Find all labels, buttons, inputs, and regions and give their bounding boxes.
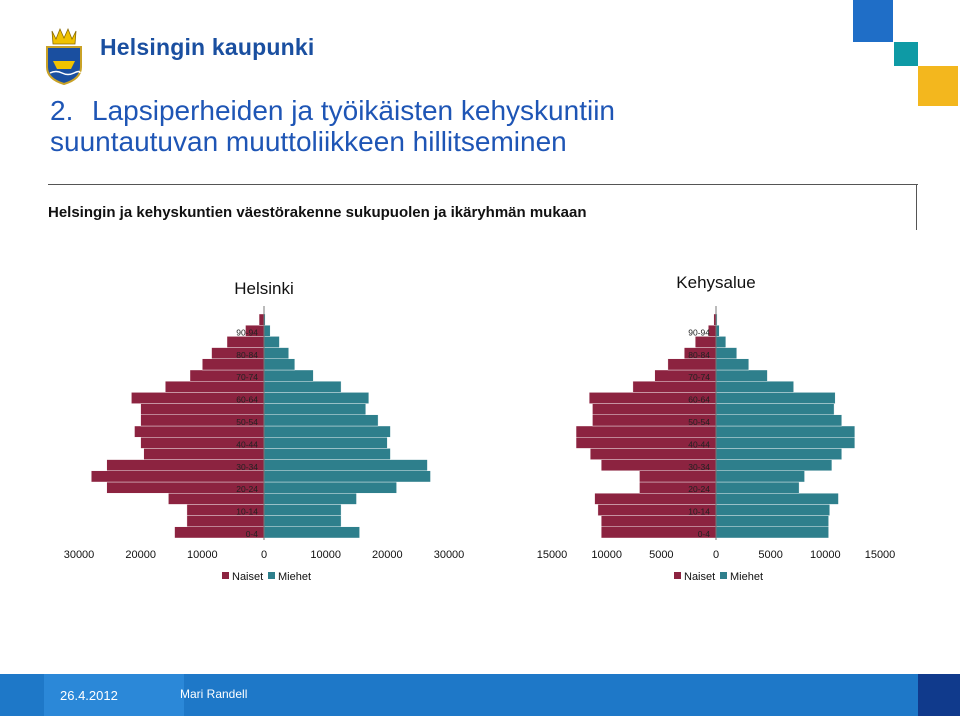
category-label-0-4: 0-4	[245, 529, 258, 539]
bar-women-65-69	[633, 381, 716, 392]
bar-men-5-9	[716, 516, 829, 527]
bar-women-65-69	[165, 381, 264, 392]
bar-men-40-44	[264, 437, 387, 448]
x-tick-label: 20000	[125, 549, 156, 561]
x-tick-label: 30000	[63, 549, 95, 561]
category-label-50-54: 50-54	[688, 417, 710, 427]
bar-women-25-29	[91, 471, 264, 482]
helsinki-population-pyramid	[60, 262, 480, 592]
bar-men-55-59	[264, 404, 366, 415]
bar-men-30-34	[264, 460, 427, 471]
bar-women-15-19	[595, 493, 716, 504]
category-label-90-94: 90-94	[688, 327, 710, 338]
bar-men-15-19	[716, 493, 838, 504]
bar-men-5-9	[264, 516, 341, 527]
bar-men-75-79	[716, 359, 749, 370]
bar-men-70-74	[716, 370, 767, 381]
x-tick-label: 30000	[433, 549, 465, 561]
category-label-30-34: 30-34	[688, 461, 710, 472]
category-label-10-14: 10-14	[236, 506, 258, 517]
category-label-0-4: 0-4	[697, 529, 710, 539]
chart-title: Helsinki	[234, 279, 294, 298]
bar-men-35-39	[264, 448, 390, 459]
x-tick-label: 5000	[758, 549, 783, 561]
category-label-70-74: 70-74	[688, 372, 710, 383]
divider-line-vertical	[916, 184, 917, 230]
page-title	[50, 95, 850, 157]
bar-men-90-94	[264, 325, 270, 336]
deco-square-yellow	[918, 66, 958, 106]
category-label-60-64: 60-64	[688, 394, 710, 405]
legend-label-women: Naiset	[684, 571, 716, 583]
divider-line	[48, 184, 918, 185]
bar-women-25-29	[639, 471, 716, 482]
category-label-70-74: 70-74	[236, 372, 258, 383]
x-tick-label: 10000	[810, 549, 841, 561]
bar-men-30-34	[716, 460, 832, 471]
bar-men-75-79	[264, 359, 295, 370]
x-tick-label: 10000	[187, 549, 218, 561]
x-tick-label: 0	[260, 549, 268, 561]
bar-women-15-19	[168, 493, 264, 504]
x-tick-label: 0	[712, 549, 720, 561]
bar-men-0-4	[716, 527, 829, 538]
bar-men-85-89	[716, 336, 726, 347]
bar-women-75-79	[202, 359, 264, 370]
bar-women-95-	[259, 314, 264, 325]
bar-men-85-89	[264, 336, 279, 347]
bar-men-55-59	[716, 404, 834, 415]
bar-men-35-39	[716, 448, 842, 459]
bar-men-50-54	[264, 415, 378, 426]
footer-author: Mari Randell	[180, 687, 248, 701]
bar-men-65-69	[716, 381, 794, 392]
deco-square-blue-large	[853, 0, 893, 42]
category-label-30-34: 30-34	[236, 461, 258, 472]
bar-men-10-14	[716, 504, 830, 515]
bar-men-50-54	[716, 415, 842, 426]
title-number: 2.	[50, 95, 74, 126]
bar-women-85-89	[695, 336, 716, 347]
category-label-90-94: 90-94	[236, 327, 258, 338]
bar-men-60-64	[716, 392, 835, 403]
title-line-2: suuntautuvan muuttoliikkeen hillitseminen	[50, 126, 567, 157]
x-tick-label: 5000	[649, 549, 674, 561]
bar-men-80-84	[716, 348, 737, 359]
bar-women-35-39	[590, 448, 716, 459]
category-label-40-44: 40-44	[236, 439, 258, 450]
bar-men-25-29	[264, 471, 431, 482]
footer-end-block	[918, 674, 960, 716]
bar-women-5-9	[601, 516, 716, 527]
category-label-80-84: 80-84	[688, 349, 710, 360]
kehysalue-population-pyramid	[530, 262, 910, 592]
bar-women-45-49	[576, 426, 716, 437]
bar-men-60-64	[264, 392, 369, 403]
x-tick-label: 15000	[536, 549, 568, 561]
subtitle: Helsingin ja kehyskuntien väestörakenne sukupuolen ja ikäryhmän mukaan	[48, 204, 587, 221]
x-tick-label: 20000	[372, 549, 403, 561]
deco-square-teal	[894, 42, 918, 66]
bar-men-10-14	[264, 504, 341, 515]
legend-swatch-women	[674, 572, 681, 579]
bar-women-85-89	[227, 336, 264, 347]
bar-women-5-9	[187, 516, 264, 527]
legend-swatch-women	[222, 572, 229, 579]
legend-label-men: Miehet	[730, 571, 764, 583]
bar-women-55-59	[592, 404, 716, 415]
bar-women-55-59	[141, 404, 264, 415]
legend-swatch-men	[720, 572, 727, 579]
legend-swatch-men	[268, 572, 275, 579]
helsinki-coat-of-arms-logo	[44, 25, 84, 85]
bar-women-35-39	[144, 448, 264, 459]
bar-men-80-84	[264, 348, 289, 359]
footer-date: 26.4.2012	[60, 688, 118, 703]
bar-men-25-29	[716, 471, 805, 482]
bar-men-45-49	[264, 426, 390, 437]
bar-men-0-4	[264, 527, 360, 538]
bar-men-45-49	[716, 426, 855, 437]
category-label-20-24: 20-24	[236, 484, 258, 495]
legend-label-women: Naiset	[232, 571, 264, 583]
bar-men-40-44	[716, 437, 855, 448]
bar-men-20-24	[264, 482, 397, 493]
brand-name: Helsingin kaupunki	[100, 34, 315, 60]
category-label-80-84: 80-84	[236, 349, 258, 360]
chart-title: Kehysalue	[676, 273, 756, 292]
bar-men-15-19	[264, 493, 357, 504]
bar-men-20-24	[716, 482, 799, 493]
category-label-40-44: 40-44	[688, 439, 710, 450]
x-tick-label: 10000	[591, 549, 622, 561]
category-label-20-24: 20-24	[688, 484, 710, 495]
bar-women-75-79	[668, 359, 716, 370]
x-tick-label: 15000	[864, 549, 896, 561]
category-label-60-64: 60-64	[236, 394, 258, 405]
bar-women-45-49	[135, 426, 265, 437]
category-label-10-14: 10-14	[688, 506, 710, 517]
x-tick-label: 10000	[310, 549, 341, 561]
title-line-1: Lapsiperheiden ja työikäisten kehyskuntiin	[92, 95, 615, 126]
category-label-50-54: 50-54	[236, 417, 258, 427]
bar-men-70-74	[264, 370, 313, 381]
legend-label-men: Miehet	[278, 571, 312, 583]
deco-square-blue-small	[918, 0, 960, 42]
bar-men-65-69	[264, 381, 341, 392]
